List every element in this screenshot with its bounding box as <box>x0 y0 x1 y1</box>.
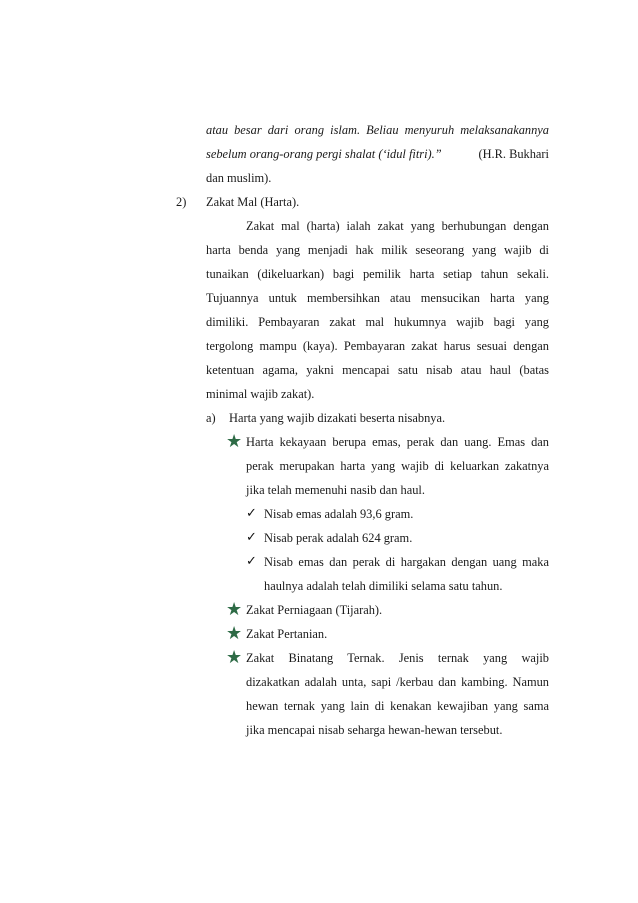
paragraph-line-5: dimiliki. Pembayaran zakat mal hukumnya wajib bagi yang <box>206 315 549 329</box>
check-item-3-cont: haulnya adalah telah dimiliki selama satu tahun. <box>264 579 503 593</box>
paragraph-line-4: Tujuannya untuk membersihkan atau mensucikan harta yang <box>206 291 549 305</box>
star-item-4-line-1: Zakat Binatang Ternak. Jenis ternak yang wajib <box>246 651 549 665</box>
quote-line-2 <box>206 146 549 162</box>
check-icon: ✓ <box>246 506 257 521</box>
paragraph-line-2: harta benda yang menjadi hak milik seseorang yang wajib di <box>206 243 549 257</box>
paragraph-line-1: Zakat mal (harta) ialah zakat yang berhubungan dengan <box>246 219 549 233</box>
star-item-4-line-2: dizakatkan adalah unta, sapi /kerbau dan kambing. Namun <box>246 675 549 689</box>
star-item-4-line-4: jika mencapai nisab seharga hewan-hewan tersebut. <box>246 723 503 737</box>
paragraph-line-7: ketentuan agama, yakni mencapai satu nisab atau haul (batas <box>206 363 549 377</box>
sub-a-heading: Harta yang wajib dizakati beserta nisabnya. <box>229 411 446 425</box>
star-item-4-line-3: hewan ternak yang lain di kenakan kewajiban yang sama <box>246 699 549 713</box>
check-icon: ✓ <box>246 530 257 545</box>
star-item-1-line-2: perak merupakan harta yang wajib di keluarkan zakatnya <box>246 459 549 473</box>
star-bullet-icon: ★ <box>226 431 243 451</box>
star-bullet-icon: ★ <box>226 647 243 667</box>
check-item-2: Nisab perak adalah 624 gram. <box>264 531 413 545</box>
quote-italic: sebelum orang-orang pergi shalat (‘idul fitri).” <box>206 147 442 161</box>
sub-a-label: a) <box>206 411 216 425</box>
star-item-2: Zakat Perniagaan (Tijarah). <box>246 603 383 617</box>
quote-line-1: atau besar dari orang islam. Beliau menyuruh melaksanakannya <box>206 123 549 137</box>
check-item-3: Nisab emas dan perak di hargakan dengan uang maka <box>264 555 549 569</box>
check-icon: ✓ <box>246 554 257 569</box>
paragraph-line-3: tunaikan (dikeluarkan) bagi pemilik harta setiap tahun sekali. <box>206 267 549 281</box>
star-item-1-line-3: jika telah memenuhi nasib dan haul. <box>246 483 425 497</box>
star-bullet-icon: ★ <box>226 599 243 619</box>
paragraph-line-8: minimal wajib zakat). <box>206 387 315 401</box>
star-item-1-line-1: Harta kekayaan berupa emas, perak dan uang. Emas dan <box>246 435 549 449</box>
section-number: 2) <box>176 195 187 209</box>
section-heading: Zakat Mal (Harta). <box>206 195 300 209</box>
quote-reference: (H.R. Bukhari <box>478 147 549 161</box>
quote-line-3: dan muslim). <box>206 171 272 185</box>
check-item-1: Nisab emas adalah 93,6 gram. <box>264 507 414 521</box>
star-item-3: Zakat Pertanian. <box>246 627 328 641</box>
paragraph-line-6: tergolong mampu (kaya). Pembayaran zakat harus sesuai dengan <box>206 339 549 353</box>
star-bullet-icon: ★ <box>226 623 243 643</box>
